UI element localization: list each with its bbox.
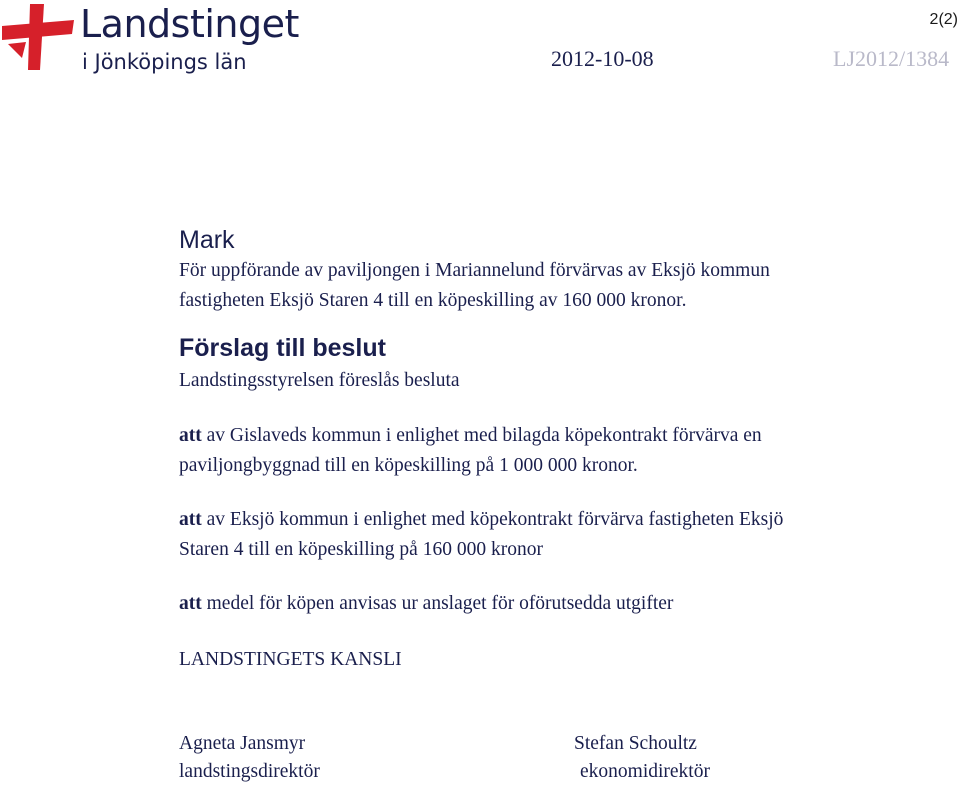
- decision-2-text: av Eksjö kommun i enlighet med köpekontrakt förvärva fastigheten Eksjö: [201, 509, 784, 530]
- decision-1-line-1: [179, 421, 762, 451]
- decision-3-line-1: [179, 589, 673, 619]
- mark-text-line-2: fastigheten Eksjö Staren 4 till en köpeskilling av 160 000 kronor.: [179, 290, 687, 311]
- decision-1-text: av Gislaveds kommun i enlighet med bilagda köpekontrakt förvärva en: [201, 425, 762, 446]
- decision-3-text: medel för köpen anvisas ur anslaget för oförutsedda utgifter: [201, 593, 674, 614]
- mark-text-line-1: För uppförande av paviljongen i Mariannelund förvärvas av Eksjö kommun: [179, 260, 770, 281]
- decision-1-line-2: paviljongbyggnad till en köpeskilling på 1 000 000 kronor.: [179, 455, 638, 476]
- att-keyword: att: [179, 425, 202, 446]
- decision-2-line-1: [179, 505, 783, 535]
- logo-subtitle: i Jönköpings län: [82, 50, 247, 74]
- logo-name: Landstinget: [80, 2, 299, 46]
- decision-2-line-2: Staren 4 till en köpeskilling på 160 000 kronor: [179, 539, 543, 560]
- red-cross-icon: [0, 0, 78, 78]
- logo: [0, 0, 320, 82]
- signature-1-name: Agneta Jansmyr: [179, 733, 306, 754]
- signature-2-title: ekonomidirektör: [580, 761, 710, 782]
- proposal-intro: Landstingsstyrelsen föreslås besluta: [179, 370, 460, 391]
- att-keyword: att: [179, 509, 202, 530]
- att-keyword: att: [179, 593, 202, 614]
- document-reference: LJ2012/1384: [833, 46, 950, 71]
- document-date: 2012-10-08: [551, 46, 654, 71]
- mark-heading: Mark: [179, 226, 235, 254]
- signature-2-name: Stefan Schoultz: [574, 733, 697, 754]
- proposal-heading: Förslag till beslut: [179, 334, 386, 362]
- office-name: LANDSTINGETS KANSLI: [179, 649, 402, 670]
- signature-1-title: landstingsdirektör: [179, 761, 320, 782]
- page-number: 2(2): [929, 11, 958, 28]
